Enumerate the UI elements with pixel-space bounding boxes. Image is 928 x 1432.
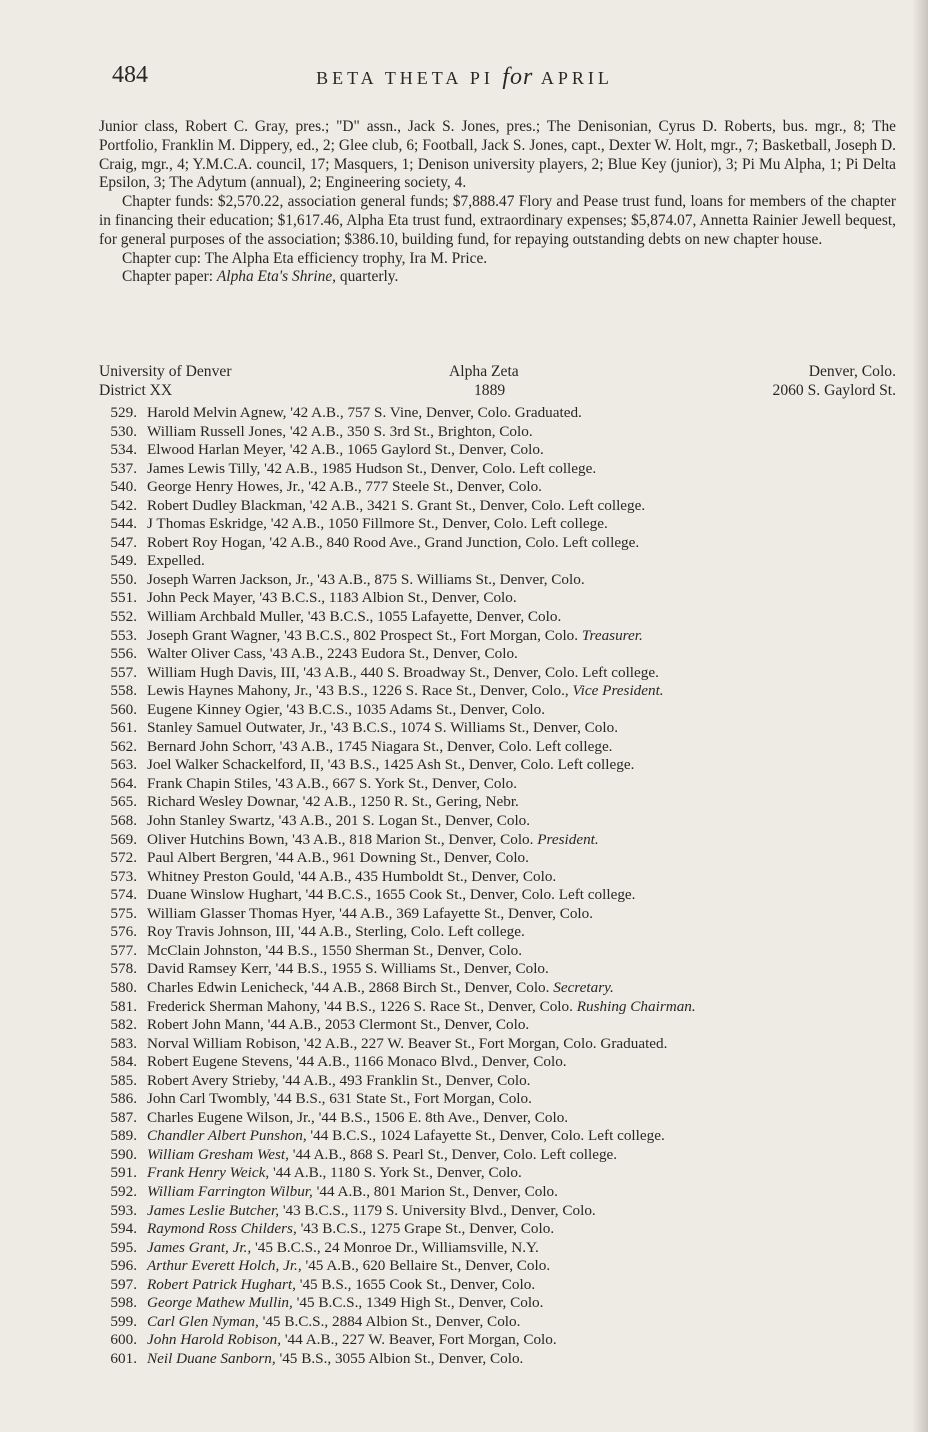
member-name-italic: John Harold Robison, [147, 1331, 282, 1349]
chapter-cup-text: Chapter cup: The Alpha Eta efficiency trophy, Ira M. Price. [122, 249, 488, 267]
member-number: 537. [110, 459, 137, 477]
member-text: Eugene Kinney Ogier, '43 B.C.S., 1035 Adams St., Denver, Colo. [147, 700, 546, 718]
chapter-header-right [773, 362, 896, 400]
member-number: 530. [110, 422, 137, 440]
member-entry [99, 960, 896, 979]
member-number: 594. [110, 1220, 137, 1238]
member-office: Secretary. [553, 978, 614, 996]
chapter-paper-frequency: quarterly. [339, 268, 399, 286]
member-entry [99, 756, 896, 775]
member-entry [99, 1294, 896, 1313]
member-entry [99, 905, 896, 924]
member-number: 549. [110, 552, 137, 570]
member-details [147, 831, 599, 850]
member-text: Charles Eugene Wilson, Jr., '44 B.S., 1506 E. 8th Ave., Denver, Colo. [147, 1108, 569, 1126]
member-number: 582. [110, 1016, 137, 1034]
member-text: J Thomas Eskridge, '42 A.B., 1050 Fillmore St., Denver, Colo. Left college. [147, 515, 608, 533]
member-entry [99, 1276, 896, 1295]
member-details [147, 998, 696, 1017]
member-text: '45 B.C.S., 2884 Albion St., Denver, Colo. [258, 1312, 521, 1330]
member-number: 590. [110, 1145, 137, 1163]
member-entry [99, 1016, 896, 1035]
member-name-italic: Chandler Albert Punshon, [147, 1127, 307, 1145]
member-entry [99, 1183, 896, 1202]
activities-paragraph [99, 118, 896, 193]
member-details [147, 1239, 539, 1258]
chapter-paper-line [99, 268, 896, 287]
member-details [147, 497, 645, 516]
member-name-italic: Neil Duane Sanborn, [147, 1349, 276, 1367]
member-number: 576. [110, 923, 137, 941]
member-number: 552. [110, 608, 137, 626]
member-number: 596. [110, 1257, 137, 1275]
member-office: President. [537, 830, 599, 848]
member-text: '45 A.B., 620 Bellaire St., Denver, Colo. [301, 1257, 551, 1275]
member-details [147, 534, 639, 553]
member-entry [99, 1239, 896, 1258]
member-details [147, 942, 522, 961]
member-number: 577. [110, 941, 137, 959]
member-text: Harold Melvin Agnew, '42 A.B., 757 S. Vine, Denver, Colo. Graduated. [147, 404, 582, 421]
member-entry [99, 1109, 896, 1128]
member-details [147, 1202, 596, 1221]
member-details [147, 571, 585, 590]
member-number: 556. [110, 645, 137, 663]
member-number: 557. [110, 663, 137, 681]
member-text: Whitney Preston Gould, '44 A.B., 435 Humboldt St., Denver, Colo. [147, 867, 557, 885]
member-number: 550. [110, 570, 137, 588]
member-details [147, 719, 618, 738]
member-details [147, 645, 518, 664]
member-text: John Peck Mayer, '43 B.C.S., 1183 Albion St., Denver, Colo. [147, 589, 517, 607]
page-edge-shadow [912, 0, 928, 1432]
member-entry [99, 423, 896, 442]
member-text: Roy Travis Johnson, III, '44 A.B., Sterling, Colo. Left college. [147, 923, 525, 941]
member-details [147, 886, 635, 905]
running-title [112, 64, 817, 91]
member-number: 529. [110, 404, 137, 421]
member-text: Duane Winslow Hughart, '44 B.C.S., 1655 Cook St., Denver, Colo. Left college. [147, 886, 636, 904]
member-entry [99, 645, 896, 664]
member-number: 574. [110, 886, 137, 904]
member-details [147, 589, 517, 608]
member-entry [99, 608, 896, 627]
member-number: 586. [110, 1090, 137, 1108]
member-entry [99, 1072, 896, 1091]
member-entry [99, 775, 896, 794]
member-number: 563. [110, 756, 137, 774]
member-details [147, 793, 519, 812]
member-number: 580. [110, 978, 137, 996]
member-number: 589. [110, 1127, 137, 1145]
member-number: 568. [110, 812, 137, 830]
member-text: Paul Albert Bergren, '44 A.B., 961 Downing St., Denver, Colo. [147, 849, 529, 867]
member-details [147, 608, 561, 627]
member-number: 591. [110, 1164, 137, 1182]
chapter-cup-line [99, 250, 896, 269]
member-text: Robert Dudley Blackman, '42 A.B., 3421 S. Grant St., Denver, Colo. Left college. [147, 496, 646, 514]
chapter-name: Alpha Zeta [449, 363, 519, 380]
member-text: George Henry Howes, Jr., '42 A.B., 777 Steele St., Denver, Colo. [147, 478, 542, 496]
member-number: 599. [110, 1312, 137, 1330]
member-text: John Stanley Swartz, '43 A.B., 201 S. Logan St., Denver, Colo. [147, 812, 531, 830]
member-details [147, 1164, 522, 1183]
member-name-italic: James Grant, Jr., [147, 1238, 252, 1256]
member-entry [99, 1035, 896, 1054]
member-entry [99, 589, 896, 608]
member-details [147, 1127, 665, 1146]
chapter-header [99, 362, 896, 402]
member-number: 562. [110, 737, 137, 755]
member-entry [99, 1202, 896, 1221]
member-name-italic: Frank Henry Weick, [147, 1164, 270, 1182]
member-entry [99, 682, 896, 701]
chapter-paper-name: Alpha Eta's Shrine, [216, 268, 337, 286]
member-details [147, 664, 659, 683]
page-number: 484 [112, 62, 148, 88]
member-details [147, 1220, 554, 1239]
member-entry [99, 441, 896, 460]
member-entry [99, 812, 896, 831]
member-details [147, 460, 596, 479]
for-word: for [502, 64, 534, 90]
member-details [147, 1090, 532, 1109]
member-text: William Hugh Davis, III, '43 A.B., 440 S. Broadway St., Denver, Colo. Left college. [147, 663, 659, 681]
member-number: 560. [110, 700, 137, 718]
member-text: Stanley Samuel Outwater, Jr., '43 B.C.S., 1074 S. Williams St., Denver, Colo. [147, 719, 619, 737]
member-text: Robert Avery Strieby, '44 A.B., 493 Franklin St., Denver, Colo. [147, 1071, 531, 1089]
member-details [147, 627, 643, 646]
member-text: Oliver Hutchins Bown, '43 A.B., 818 Marion St., Denver, Colo. [147, 830, 534, 848]
member-text: '45 B.S., 1655 Cook St., Denver, Colo. [295, 1275, 536, 1293]
member-details [147, 1016, 529, 1035]
member-text: '44 A.B., 801 Marion St., Denver, Colo. [312, 1182, 558, 1200]
member-details [147, 1053, 567, 1072]
member-details [147, 1146, 617, 1165]
member-entry [99, 1090, 896, 1109]
member-number: 583. [110, 1034, 137, 1052]
member-text: William Archbald Muller, '43 B.C.S., 1055 Lafayette, Denver, Colo. [147, 608, 562, 626]
member-details [147, 756, 634, 775]
member-details [147, 1313, 520, 1332]
member-entry [99, 886, 896, 905]
member-number: 581. [110, 997, 137, 1015]
member-details [147, 404, 582, 423]
chapter-header-middle [449, 362, 559, 400]
member-text: William Glasser Thomas Hyer, '44 A.B., 369 Lafayette St., Denver, Colo. [147, 904, 594, 922]
chapter-paper-label: Chapter paper: [122, 268, 214, 286]
member-number: 597. [110, 1275, 137, 1293]
member-entry [99, 849, 896, 868]
member-number: 564. [110, 774, 137, 792]
member-number: 575. [110, 904, 137, 922]
member-office: Treasurer. [581, 626, 643, 644]
member-name-italic: Raymond Ross Childers, [147, 1220, 297, 1238]
member-entry [99, 1350, 896, 1369]
member-office: Vice President. [572, 682, 664, 700]
activities-text: Junior class, Robert C. Gray, pres.; "D" assn., Jack S. Jones, pres.; The Denisonian, Cyrus D. Roberts, bus. mgr., 8; The Portfolio, Franklin M. Dippery, ed., 2; Glee club, 6; Football, Jack S. Jones, capt., Dexter W. Holt, mgr., 7; Basketball, Joseph D. Craig, mgr., 4; Y.M.C.A. council, 17; Masquers, 1; Denison university players, 2; Blue Key (junior), 3; Pi Mu Alpha, 1; Pi Delta Epsilon, 3; The Adytum (annual), 2; Engineering society, 4. [99, 118, 896, 192]
member-entry [99, 627, 896, 646]
member-text: Joseph Warren Jackson, Jr., '43 A.B., 875 S. Williams St., Denver, Colo. [147, 570, 585, 588]
journal-title: BETA THETA PI [316, 68, 494, 88]
member-text: '45 B.C.S., 1349 High St., Denver, Colo. [292, 1294, 544, 1312]
funds-paragraph [99, 193, 896, 249]
member-entry [99, 1257, 896, 1276]
member-details [147, 1035, 667, 1054]
member-number: 601. [110, 1349, 137, 1367]
member-text: Expelled. [147, 552, 205, 570]
member-text: John Carl Twombly, '44 B.S., 631 State St., Fort Morgan, Colo. [147, 1090, 532, 1108]
member-number: 558. [110, 682, 137, 700]
member-number: 540. [110, 478, 137, 496]
member-number: 593. [110, 1201, 137, 1219]
member-office: Rushing Chairman. [576, 997, 696, 1015]
member-details [147, 923, 525, 942]
member-entry [99, 1127, 896, 1146]
member-entry [99, 1220, 896, 1239]
university-name: University of Denver [99, 363, 232, 380]
member-details [147, 701, 545, 720]
member-entry [99, 701, 896, 720]
member-details [147, 552, 205, 571]
member-entry [99, 1164, 896, 1183]
member-entry [99, 923, 896, 942]
member-entry [99, 793, 896, 812]
member-roster [99, 404, 896, 1368]
member-details [147, 441, 544, 460]
member-name-italic: Arthur Everett Holch, Jr., [147, 1257, 302, 1275]
member-details [147, 1109, 568, 1128]
member-number: 569. [110, 830, 137, 848]
member-text: '43 B.C.S., 1275 Grape St., Denver, Colo. [296, 1220, 555, 1238]
member-text: Robert Eugene Stevens, '44 A.B., 1166 Monaco Blvd., Denver, Colo. [147, 1053, 567, 1071]
member-entry [99, 478, 896, 497]
member-details [147, 1350, 523, 1369]
member-entry [99, 571, 896, 590]
member-number: 585. [110, 1071, 137, 1089]
member-details [147, 738, 612, 757]
district-name: District XX [99, 382, 173, 399]
member-name-italic: William Gresham West, [147, 1145, 289, 1163]
member-entry [99, 868, 896, 887]
member-entry [99, 998, 896, 1017]
issue-month: APRIL [540, 68, 613, 88]
member-number: 547. [110, 533, 137, 551]
member-number: 578. [110, 960, 137, 978]
member-entry [99, 497, 896, 516]
member-entry [99, 1146, 896, 1165]
member-text: Walter Oliver Cass, '43 A.B., 2243 Eudora St., Denver, Colo. [147, 645, 518, 663]
member-number: 565. [110, 793, 137, 811]
member-number: 587. [110, 1108, 137, 1126]
member-details [147, 1331, 557, 1350]
member-details [147, 682, 664, 701]
member-text: McClain Johnston, '44 B.S., 1550 Sherman St., Denver, Colo. [147, 941, 523, 959]
member-details [147, 1276, 535, 1295]
previous-chapter-section [99, 118, 896, 287]
member-text: Elwood Harlan Meyer, '42 A.B., 1065 Gaylord St., Denver, Colo. [147, 441, 544, 459]
member-number: 561. [110, 719, 137, 737]
member-details [147, 478, 542, 497]
member-details [147, 868, 556, 887]
member-text: David Ramsey Kerr, '44 B.S., 1955 S. Williams St., Denver, Colo. [147, 960, 549, 978]
member-text: '45 B.C.S., 24 Monroe Dr., Williamsville, N.Y. [251, 1238, 539, 1256]
member-number: 551. [110, 589, 137, 607]
member-name-italic: Carl Glen Nyman, [147, 1312, 259, 1330]
member-entry [99, 1331, 896, 1350]
member-entry [99, 1313, 896, 1332]
founded-year: 1889 [474, 382, 506, 399]
member-number: 592. [110, 1182, 137, 1200]
member-number: 584. [110, 1053, 137, 1071]
member-name-italic: William Farrington Wilbur, [147, 1182, 313, 1200]
member-text: Frederick Sherman Mahony, '44 B.S., 1226 S. Race St., Denver, Colo. [147, 997, 573, 1015]
member-number: 544. [110, 515, 137, 533]
member-entry [99, 534, 896, 553]
member-number: 598. [110, 1294, 137, 1312]
member-details [147, 515, 608, 534]
member-details [147, 423, 533, 442]
member-details [147, 849, 529, 868]
member-text: Lewis Haynes Mahony, Jr., '43 B.S., 1226 S. Race St., Denver, Colo., [147, 682, 569, 700]
member-entry [99, 719, 896, 738]
chapter-city: Denver, Colo. [808, 363, 896, 380]
member-entry [99, 1053, 896, 1072]
member-name-italic: James Leslie Butcher, [147, 1201, 280, 1219]
member-details [147, 775, 517, 794]
member-text: James Lewis Tilly, '42 A.B., 1985 Hudson St., Denver, Colo. Left college. [147, 459, 597, 477]
member-details [147, 812, 530, 831]
member-text: Joseph Grant Wagner, '43 B.C.S., 802 Prospect St., Fort Morgan, Colo. [147, 626, 579, 644]
member-text: Norval William Robison, '42 A.B., 227 W. Beaver St., Fort Morgan, Colo. Graduated. [147, 1034, 668, 1052]
member-text: '44 A.B., 1180 S. York St., Denver, Colo. [269, 1164, 522, 1182]
member-entry [99, 460, 896, 479]
chapter-header-left [99, 362, 232, 400]
member-number: 572. [110, 849, 137, 867]
member-details [147, 905, 593, 924]
member-entry [99, 552, 896, 571]
member-number: 534. [110, 441, 137, 459]
member-details [147, 1183, 558, 1202]
member-text: Richard Wesley Downar, '42 A.B., 1250 R. St., Gering, Nebr. [147, 793, 519, 811]
member-text: Frank Chapin Stiles, '43 A.B., 667 S. York St., Denver, Colo. [147, 774, 518, 792]
chapter-address: 2060 S. Gaylord St. [772, 382, 896, 399]
member-entry [99, 738, 896, 757]
member-number: 542. [110, 496, 137, 514]
member-entry [99, 831, 896, 850]
member-number: 553. [110, 626, 137, 644]
member-number: 600. [110, 1331, 137, 1349]
member-text: '44 B.C.S., 1024 Lafayette St., Denver, Colo. Left college. [306, 1127, 665, 1145]
member-entry [99, 515, 896, 534]
member-text: '43 B.C.S., 1179 S. University Blvd., Denver, Colo. [279, 1201, 596, 1219]
member-name-italic: George Mathew Mullin, [147, 1294, 293, 1312]
funds-text: Chapter funds: $2,570.22, association general funds; $7,888.47 Flory and Pease trust fund, loans for members of the chapter in financing their education; $1,617.46, Alpha Eta trust fund, extraordinary expenses; $5,874.07, Annetta Rainier Jewell bequest, for general purposes of the association; $386.10, building fund, for repaying outstanding debts on new chapter house. [99, 193, 896, 248]
member-entry [99, 404, 896, 423]
member-number: 573. [110, 867, 137, 885]
member-details [147, 1072, 530, 1091]
member-text: '44 A.B., 227 W. Beaver, Fort Morgan, Colo. [281, 1331, 557, 1349]
member-text: Charles Edwin Lenicheck, '44 A.B., 2868 Birch St., Denver, Colo. [147, 978, 550, 996]
member-entry [99, 942, 896, 961]
running-head [112, 62, 817, 96]
member-text: '45 B.S., 3055 Albion St., Denver, Colo. [275, 1349, 524, 1367]
member-entry [99, 979, 896, 998]
member-details [147, 1294, 543, 1313]
member-text: Joel Walker Schackelford, II, '43 B.S., 1425 Ash St., Denver, Colo. Left college. [147, 756, 635, 774]
member-details [147, 1257, 550, 1276]
member-text: Bernard John Schorr, '43 A.B., 1745 Niagara St., Denver, Colo. Left college. [147, 737, 613, 755]
member-number: 595. [110, 1238, 137, 1256]
member-text: Robert Roy Hogan, '42 A.B., 840 Rood Ave., Grand Junction, Colo. Left college. [147, 533, 640, 551]
member-text: '44 A.B., 868 S. Pearl St., Denver, Colo. Left college. [288, 1145, 618, 1163]
member-text: William Russell Jones, '42 A.B., 350 S. 3rd St., Brighton, Colo. [147, 422, 533, 440]
member-text: Robert John Mann, '44 A.B., 2053 Clermont St., Denver, Colo. [147, 1016, 530, 1034]
member-details [147, 979, 614, 998]
member-details [147, 960, 549, 979]
member-name-italic: Robert Patrick Hughart, [147, 1275, 296, 1293]
member-entry [99, 664, 896, 683]
